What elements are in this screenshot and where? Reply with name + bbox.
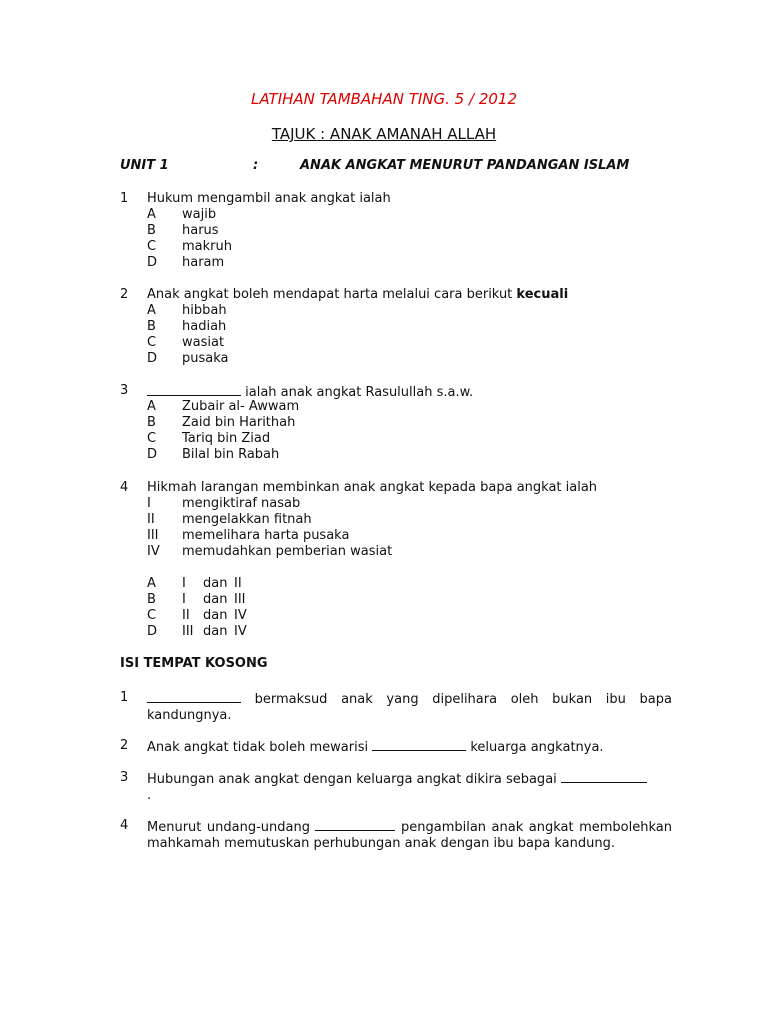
option-first: I [182,592,186,607]
option-c [147,608,647,624]
option-letter: C [147,431,157,446]
question-number: 4 [120,480,129,495]
question-number: 2 [120,287,129,302]
option-d [147,255,647,271]
option-first: II [182,608,190,623]
option-letter: C [147,239,157,254]
option-dan: dan [203,592,228,607]
fill-text-after: keluarga angkatnya. [466,740,604,755]
unit-title: ANAK ANGKAT MENURUT PANDANGAN ISLAM [300,158,630,173]
option-a [147,303,647,319]
worksheet-title: LATIHAN TAMBAHAN TING. 5 / 2012 [251,90,517,108]
statement-text: memudahkan pemberian wasiat [182,544,393,559]
question-3 [120,383,680,463]
statement-text: mengelakkan fitnah [182,512,312,527]
question-stem: Hukum mengambil anak angkat ialah [147,191,391,206]
option-b [147,223,647,239]
option-b [147,415,647,431]
stem-bold-word: kecuali [516,287,569,302]
unit-colon: : [253,158,259,173]
option-text: hibbah [182,303,227,318]
option-letter: B [147,592,156,607]
option-second: IV [234,624,247,639]
option-letter: B [147,223,156,238]
statement-text: mengiktiraf nasab [182,496,301,511]
statement-iii [147,528,647,544]
unit-label: UNIT 1 [120,158,169,173]
option-dan: dan [203,624,228,639]
fill-item-2 [120,738,672,754]
statement-ii [147,512,647,528]
option-letter: A [147,399,156,414]
option-second: IV [234,608,247,623]
fill-item-4 [120,818,672,866]
option-letter: C [147,335,157,350]
fill-item-number: 1 [120,690,129,705]
option-letter: B [147,415,156,430]
fill-item-text [147,690,672,724]
option-d [147,351,647,367]
option-a [147,576,647,592]
option-letter: D [147,351,158,366]
option-second: II [234,576,242,591]
option-c [147,431,647,447]
statement-numeral: III [147,528,159,543]
option-letter: D [147,255,158,270]
fill-item-1 [120,690,672,722]
stem-text: ialah anak angkat Rasulullah s.a.w. [245,385,474,400]
option-text: wajib [182,207,217,222]
option-text: harus [182,223,219,238]
question-4 [120,480,680,640]
fill-item-number: 2 [120,738,129,753]
answer-blank[interactable] [561,770,647,783]
option-dan: dan [203,576,228,591]
option-letter: B [147,319,156,334]
question-2 [120,287,680,367]
statement-iv [147,544,647,560]
option-letter: A [147,207,156,222]
fill-item-text [147,738,672,756]
option-first: I [182,576,186,591]
statement-numeral: I [147,496,151,511]
option-dan: dan [203,608,228,623]
option-d [147,624,647,640]
option-text: haram [182,255,225,270]
topic-title: TAJUK : ANAK AMANAH ALLAH [271,125,497,143]
fill-text-after: pengambilan anak angkat membolehkan mahkamah memutuskan perhubungan anak dengan ibu bapa kandung. [147,820,672,851]
fill-item-text [147,770,672,804]
statement-i [147,496,647,512]
question-1 [120,191,680,271]
option-text: Zaid bin Harithah [182,415,296,430]
option-text: pusaka [182,351,229,366]
answer-blank[interactable] [315,818,395,831]
fill-text-after: bermaksud anak yang dipelihara oleh bukan ibu bapa kandungnya. [147,692,672,723]
option-text: Tariq bin Ziad [182,431,271,446]
option-letter: A [147,303,156,318]
option-a [147,399,647,415]
option-letter: D [147,624,158,639]
answer-blank[interactable] [147,383,241,396]
answer-blank[interactable] [147,690,241,703]
answer-blank[interactable] [372,738,466,751]
option-a [147,207,647,223]
stem-text: Anak angkat boleh mendapat harta melalui cara berikut [147,287,513,302]
option-text: Zubair al- Awwam [182,399,300,414]
option-letter: C [147,608,157,623]
statement-text: memelihara harta pusaka [182,528,350,543]
fill-text-before: Menurut undang-undang [147,820,316,835]
statement-numeral: II [147,512,155,527]
fill-item-number: 4 [120,818,129,833]
option-c [147,335,647,351]
option-d [147,447,647,463]
option-b [147,319,647,335]
option-text: hadiah [182,319,227,334]
fill-item-3 [120,770,672,802]
question-stem: Hikmah larangan membinkan anak angkat kepada bapa angkat ialah [147,480,598,495]
fill-text-before: Anak angkat tidak boleh mewarisi [147,740,373,755]
option-second: III [234,592,246,607]
fill-item-number: 3 [120,770,129,785]
option-b [147,592,647,608]
option-first: III [182,624,194,639]
fill-text-after: . [147,788,152,803]
option-letter: D [147,447,158,462]
statement-numeral: IV [147,544,160,559]
option-text: makruh [182,239,232,254]
fill-item-text [147,818,672,852]
option-text: Bilal bin Rabah [182,447,280,462]
fill-text-before: Hubungan anak angkat dengan keluarga angkat dikira sebagai [147,772,561,787]
fill-section-heading: ISI TEMPAT KOSONG [120,656,268,671]
question-number: 3 [120,383,129,398]
option-letter: A [147,576,156,591]
option-c [147,239,647,255]
question-stem [147,287,568,303]
question-number: 1 [120,191,129,206]
option-text: wasiat [182,335,225,350]
